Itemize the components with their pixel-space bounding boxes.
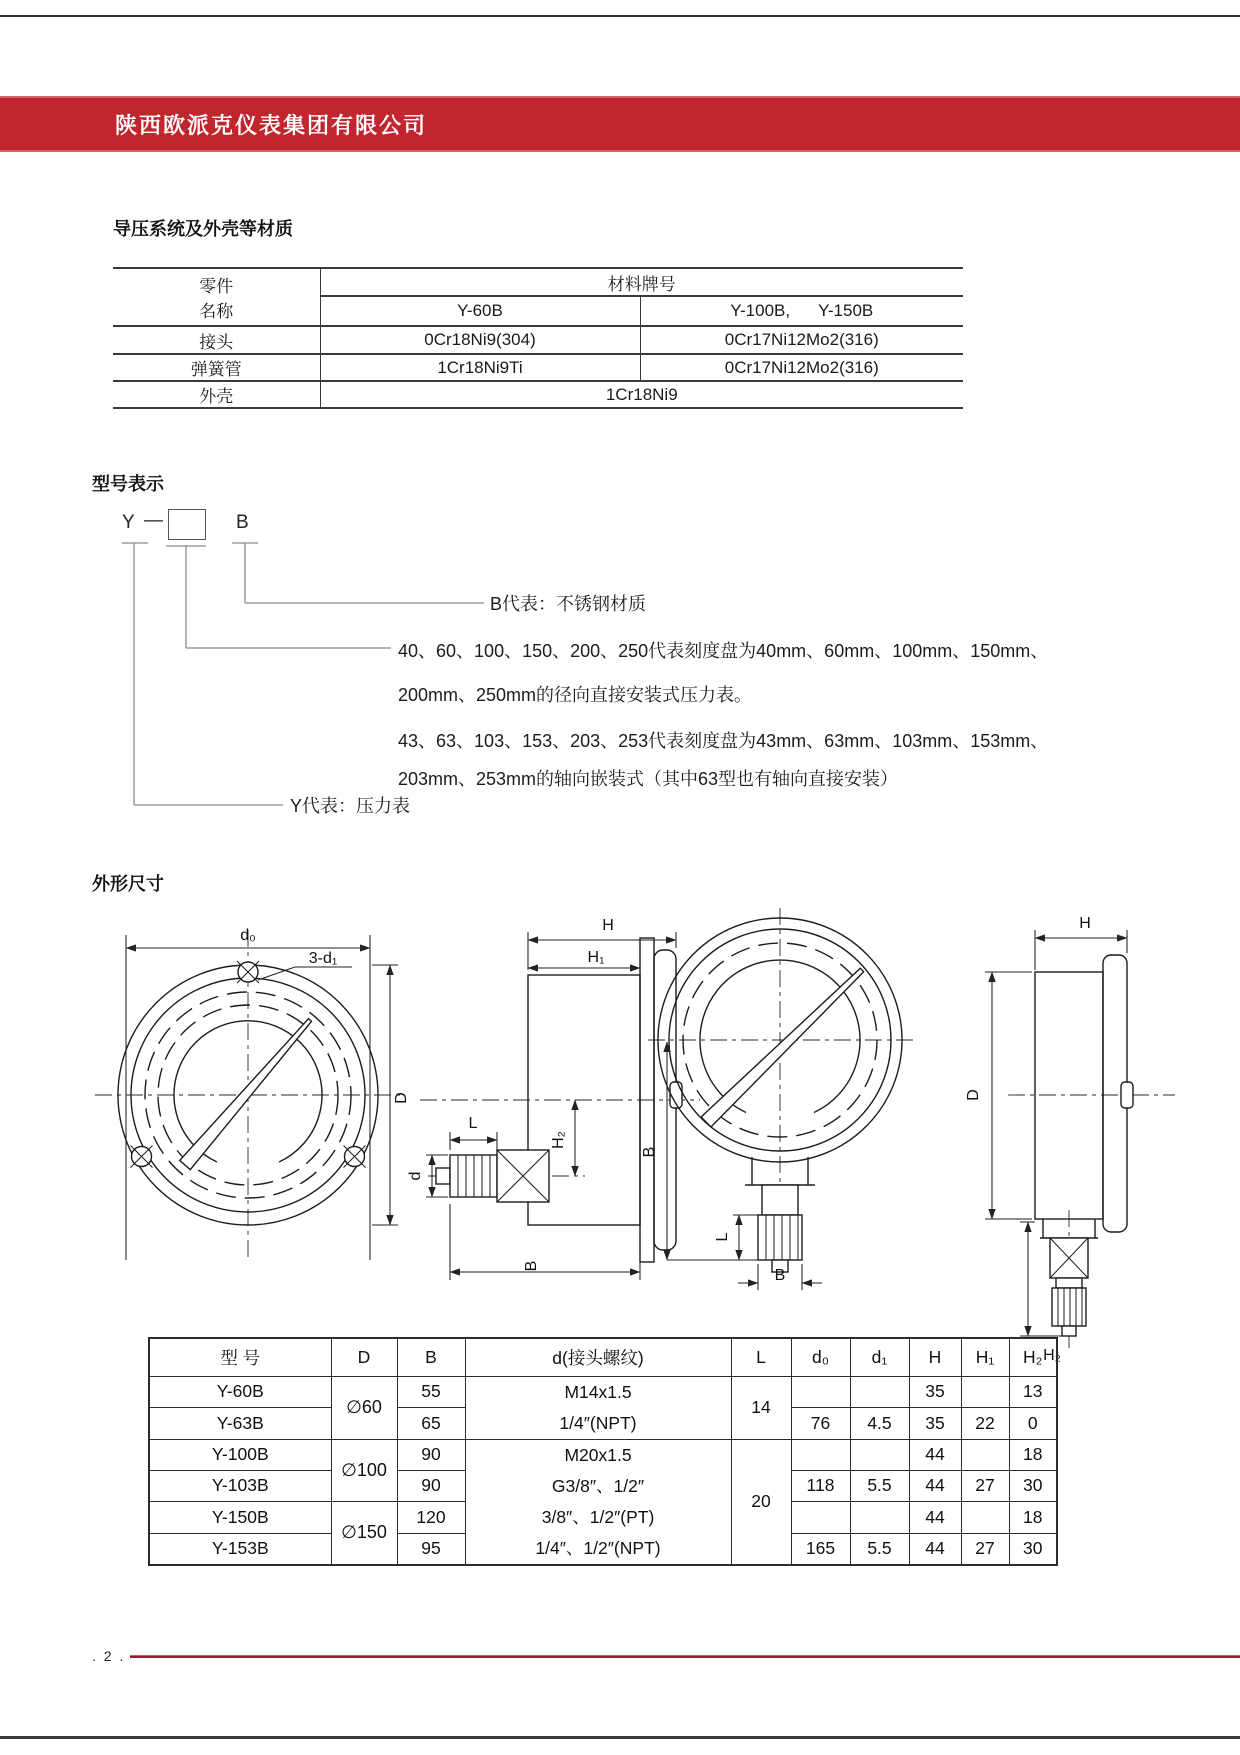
d0-cell: [791, 1501, 850, 1534]
dim-label-H-axial: H: [602, 917, 614, 934]
model-note-b: B代表：不锈钢材质: [490, 594, 647, 614]
col-header-d1: d₁: [850, 1338, 909, 1376]
model-prefix-symbol: Y: [122, 512, 135, 533]
col-header-model: 型 号: [149, 1338, 331, 1376]
dim-label-B-radial: B: [641, 1146, 658, 1158]
needle: [180, 1019, 312, 1170]
model-note-y: Y代表：压力表: [290, 796, 411, 816]
d1-cell: 5.5: [850, 1470, 909, 1501]
materials-row-name: 外壳: [113, 381, 320, 408]
dim-label-H-radial: H: [1079, 915, 1091, 932]
dimensions-table: [148, 1337, 1058, 1566]
dim-label-B-axial: B: [523, 1260, 540, 1272]
D-cell: ∅100: [331, 1439, 397, 1501]
H2-cell: 13: [1009, 1376, 1057, 1408]
front-view-axial: [95, 927, 410, 1262]
H-cell: 44: [909, 1534, 961, 1565]
B-cell: 65: [397, 1408, 465, 1440]
materials-row-name: 接头: [113, 326, 320, 354]
model-cell: Y-100B: [149, 1439, 331, 1470]
top-rule: [0, 15, 1240, 17]
H1-cell: 27: [961, 1534, 1009, 1565]
model-suffix-symbol: B: [236, 512, 249, 533]
model-dash: —: [144, 510, 163, 531]
needle: [701, 968, 864, 1127]
B-cell: 95: [397, 1534, 465, 1565]
col-header-H2: H₂: [1009, 1338, 1057, 1376]
d0-cell: [791, 1376, 850, 1408]
col-header-D: D: [331, 1338, 397, 1376]
materials-grade-header: 材料牌号: [320, 268, 963, 296]
H1-cell: [961, 1439, 1009, 1470]
model-cell: Y-60B: [149, 1376, 331, 1408]
d1-cell: 4.5: [850, 1408, 909, 1440]
dim-label-D: D: [393, 1092, 410, 1104]
B-cell: 55: [397, 1376, 465, 1408]
materials-table: [113, 267, 963, 409]
materials-cell: 0Cr17Ni12Mo2(316): [640, 326, 963, 354]
d0-cell: 165: [791, 1534, 850, 1565]
bottom-rule: [0, 1736, 1240, 1739]
materials-col-y100b: Y-100B, Y-150B: [640, 296, 963, 326]
dim-label-L-axial: L: [468, 1115, 478, 1132]
dimensions-section-title: 外形尺寸: [92, 874, 164, 894]
side-view-axial: [407, 917, 700, 1280]
model-size-box: [168, 509, 206, 540]
table-row: [149, 1439, 1057, 1470]
d-cell: M14x1.5 1/4″(NPT): [465, 1376, 731, 1439]
H-cell: 35: [909, 1408, 961, 1440]
materials-cell: 0Cr18Ni9(304): [320, 326, 640, 354]
d-cell: M20x1.5 G3/8″、1/2″ 3/8″、1/2″(PT) 1/4″、1/2″(NPT): [465, 1439, 731, 1565]
materials-section-title: 导压系统及外壳等材质: [113, 219, 293, 239]
col-header-B: B: [397, 1338, 465, 1376]
col-header-d: d(接头螺纹): [465, 1338, 731, 1376]
B-cell: 120: [397, 1501, 465, 1534]
outline-drawings: [0, 870, 1240, 1370]
col-header-H1: H₁: [961, 1338, 1009, 1376]
H-cell: 35: [909, 1376, 961, 1408]
H1-cell: [961, 1501, 1009, 1534]
table-row: [149, 1376, 1057, 1408]
model-note-radial-2: 200mm、250mm的径向直接安装式压力表。: [398, 685, 753, 705]
dim-label-d0: d₀: [240, 927, 256, 944]
model-note-radial-1: 40、60、100、150、200、250代表刻度盘为40mm、60mm、100mm、150mm、: [398, 641, 1049, 661]
adjust-knob: [1121, 1082, 1133, 1108]
H2-cell: 18: [1009, 1439, 1057, 1470]
col-header-L: L: [731, 1338, 791, 1376]
materials-cell: 1Cr18Ni9Ti: [320, 354, 640, 381]
d0-cell: [791, 1439, 850, 1470]
header-bar: [0, 96, 1240, 152]
D-cell: ∅60: [331, 1376, 397, 1439]
B-cell: 90: [397, 1470, 465, 1501]
materials-cell: 1Cr18Ni9: [320, 381, 963, 408]
model-note-axial-1: 43、63、103、153、203、253代表刻度盘为43mm、63mm、103mm、153mm、: [398, 731, 1049, 751]
model-note-axial-2: 203mm、253mm的轴向嵌装式（其中63型也有轴向直接安装）: [398, 769, 899, 789]
dim-label-L-radial: L: [714, 1232, 731, 1242]
dim-label-B-flats: B: [774, 1267, 786, 1284]
col-header-d0: d₀: [791, 1338, 850, 1376]
d1-cell: [850, 1376, 909, 1408]
d1-cell: [850, 1501, 909, 1534]
dim-label-3d1: 3-d₁: [308, 950, 338, 967]
B-cell: 90: [397, 1439, 465, 1470]
footer-rule: [130, 1655, 1240, 1658]
col-header-H: H: [909, 1338, 961, 1376]
H-cell: 44: [909, 1470, 961, 1501]
dim-label-H1: H₁: [587, 949, 605, 966]
company-name: 陕西欧派克仪表集团有限公司: [115, 112, 428, 138]
d0-cell: 76: [791, 1408, 850, 1440]
d1-cell: [850, 1439, 909, 1470]
dim-label-H2-radial: H₂: [1043, 1347, 1061, 1364]
materials-col-y60b: Y-60B: [320, 296, 640, 326]
H2-cell: 18: [1009, 1501, 1057, 1534]
dim-label-D-radial: D: [965, 1089, 982, 1101]
H-cell: 44: [909, 1439, 961, 1470]
H-cell: 44: [909, 1501, 961, 1534]
dim-label-d: d: [407, 1171, 424, 1181]
H1-cell: 22: [961, 1408, 1009, 1440]
model-cell: Y-63B: [149, 1408, 331, 1440]
D-cell: ∅150: [331, 1501, 397, 1565]
L-cell: 14: [731, 1376, 791, 1439]
side-view-radial: [965, 915, 1175, 1364]
model-cell: Y-153B: [149, 1534, 331, 1565]
model-cell: Y-103B: [149, 1470, 331, 1501]
materials-part-header: 零件 名称: [113, 268, 320, 326]
H2-cell: 30: [1009, 1534, 1057, 1565]
d1-cell: 5.5: [850, 1534, 909, 1565]
H1-cell: [961, 1376, 1009, 1408]
materials-row-name: 弹簧管: [113, 354, 320, 381]
L-cell: 20: [731, 1439, 791, 1565]
d0-cell: 118: [791, 1470, 850, 1501]
model-cell: Y-150B: [149, 1501, 331, 1534]
page-number: . 2 .: [92, 1648, 126, 1664]
H2-cell: 0: [1009, 1408, 1057, 1440]
materials-cell: 0Cr17Ni12Mo2(316): [640, 354, 963, 381]
H1-cell: 27: [961, 1470, 1009, 1501]
H2-cell: 30: [1009, 1470, 1057, 1501]
dim-label-H2-axial: H₂: [550, 1131, 567, 1149]
model-section-title: 型号表示: [92, 474, 164, 494]
